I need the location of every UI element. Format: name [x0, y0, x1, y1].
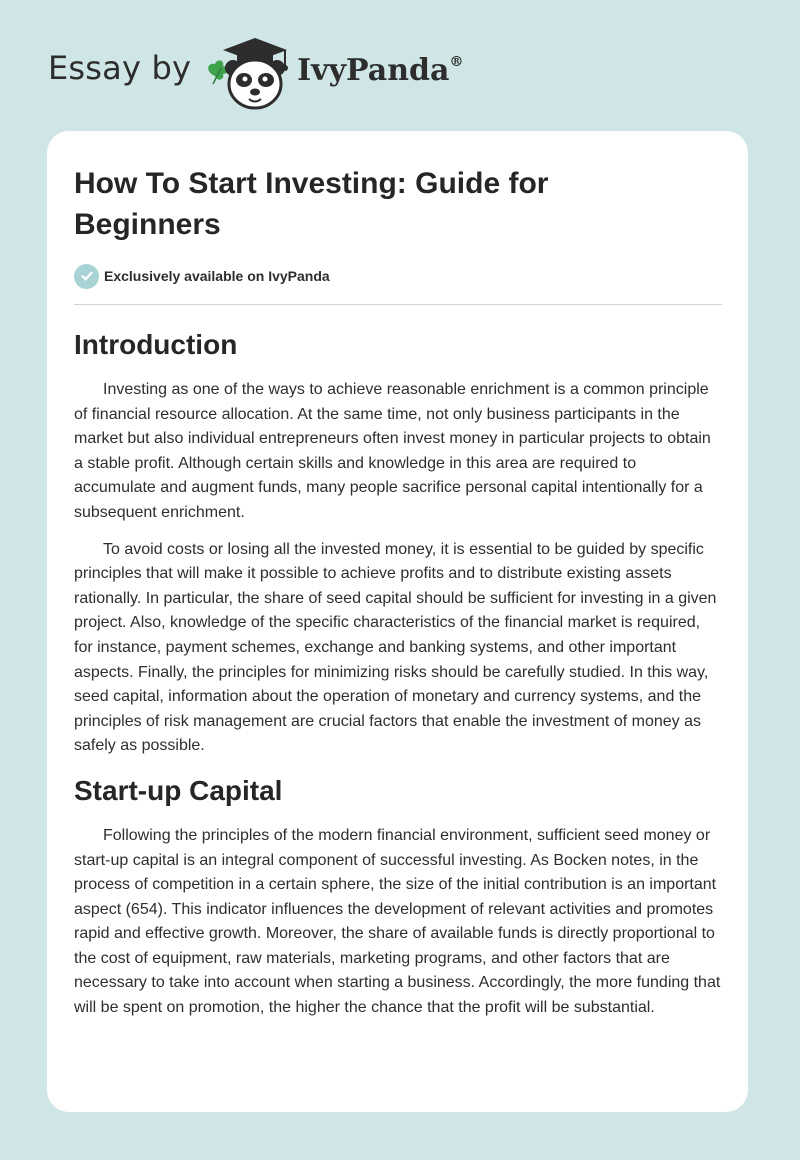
- divider: [74, 304, 722, 305]
- paragraph: Investing as one of the ways to achieve reasonable enrichment is a common principle of financial resource allocation. At the same time, not only business participants in the market but also individual entrepreneurs often invest money in particular projects to obtain a stable profit. Although certain skills and knowledge in this area are required to accumulate and augment funds, many people sacrifice personal capital intentionally for a subsequent enrichment.: [74, 381, 711, 521]
- essay-card: [47, 131, 748, 1112]
- brand-name[interactable]: IvyPanda®: [297, 52, 464, 88]
- checkmark-icon: [74, 264, 99, 289]
- section-heading: Start-up Capital: [74, 774, 283, 806]
- paragraph: Following the principles of the modern financial environment, sufficient seed money or start-up capital is an integral component of successful investing. As Bocken notes, in the process of competition in a certain sphere, the size of the initial contribution is an important aspect (654). This indicator influences the development of relevant activities and promotes rapid and effective growth. Moreover, the share of available funds is directly proportional to the cost of equipment, raw materials, marketing programs, and other factors that are necessary to take into account when starting a business. Accordingly, the more funding that will be spent on promotion, the higher the chance that the profit will be substantial.: [74, 826, 721, 1017]
- exclusive-badge: [74, 261, 722, 291]
- badge-label: Exclusively available on IvyPanda: [104, 268, 330, 284]
- site-header: [48, 32, 463, 112]
- page-title: How To Start Investing: Guide for Beginners: [74, 167, 549, 241]
- section-start-up-capital: [74, 772, 722, 1021]
- ivypanda-logo-icon[interactable]: [201, 32, 293, 112]
- essay-by-label: Essay by: [48, 49, 192, 87]
- paragraph: To avoid costs or losing all the invested money, it is essential to be guided by specific principles that will make it possible to achieve profits and to distribute existing assets rationally. In particular, the share of seed capital should be sufficient for investing in a given project. Also, knowledge of the specific characteristics of the financial market is required, for instance, payment schemes, exchange and banking systems, and other important aspects. Finally, the principles for minimizing risks should be carefully studied. In this way, seed capital, information about the operation of monetary and currency systems, and the principles of risk management are crucial factors that enable the investment of money as safely as possible.: [74, 540, 717, 755]
- section-introduction: [74, 326, 722, 759]
- section-heading: Introduction: [74, 329, 238, 360]
- registered-mark: ®: [449, 53, 464, 70]
